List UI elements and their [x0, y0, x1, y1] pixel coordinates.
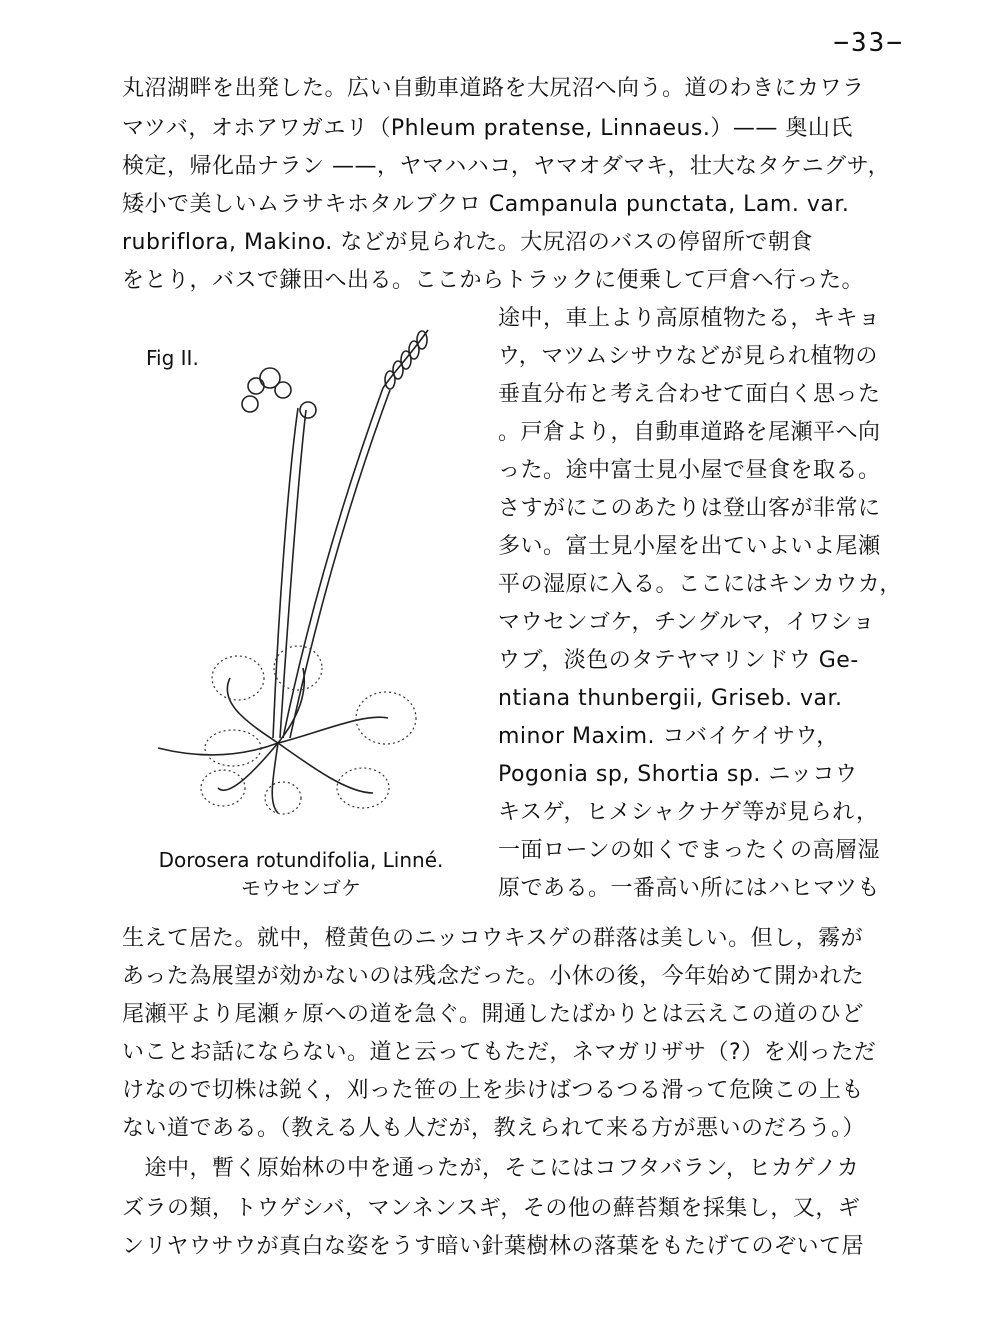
text-line: ntiana thunbergii, Griseb. var.: [498, 686, 843, 711]
text-line: 途中，暫く原始林の中を通ったが，そこにはコフタバラン，ヒカゲノカ: [122, 1156, 860, 1181]
text-line: ンリヤウサウが真白な姿をうす暗い針葉樹林の落葉をもたげてのぞいて居: [122, 1234, 865, 1259]
text-line: 丸沼湖畔を出発した。広い自動車道路を大尻沼へ向う。道のわきにカワラ: [122, 76, 865, 101]
text-line: った。途中富士見小屋で昼食を取る。: [498, 458, 881, 483]
text-line: 検定，帰化品ナラン ——，ヤマハハコ，ヤマオダマキ，壮大なタケニグサ，: [122, 154, 891, 179]
text-line: 多い。富士見小屋を出ていよいよ尾瀬: [498, 534, 881, 559]
text-line: さすがにこのあたりは登山客が非常に: [498, 496, 881, 521]
text-line: 平の湿原に入る。ここにはキンカウカ，: [498, 572, 902, 597]
caption-latin: Dorosera rotundifolia, Linné.: [158, 848, 444, 872]
text-line: マツバ，オホアワガエリ（Phleum pratense, Linnaeus.）—— 奥山氏: [122, 116, 853, 141]
figure-label: Fig II.: [146, 346, 199, 370]
text-line: rubriflora, Makino. などが見られた。大尻沼のバスの停留所で朝食: [122, 230, 813, 255]
text-line: 一面ローンの如くでまったくの高層湿: [498, 838, 881, 863]
text-line: 垂直分布と考え合わせて面白く思った: [498, 382, 881, 407]
text-line: ウブ，淡色のタテヤマリンドウ Ge-: [498, 648, 859, 673]
text-line: あった為展望が効かないのは残念だった。小休の後，今年始めて開かれた: [122, 964, 865, 989]
text-line: ない道である。（教える人も人だが，教えられて来る方が悪いのだろう。）: [122, 1116, 866, 1141]
text-line: 尾瀬平より尾瀬ヶ原への道を急ぐ。開通したばかりとは云えこの道のひど: [122, 1002, 865, 1027]
figure-caption: [126, 846, 476, 902]
text-line: 矮小で美しいムラサキホタルブクロ Campanula punctata, Lam. var.: [122, 192, 850, 217]
text-line: 。戸倉より，自動車道路を尾瀬平へ向: [498, 420, 881, 445]
caption-japanese: モウセンゴケ: [241, 876, 361, 900]
text-line: minor Maxim. コバイケイサウ，: [498, 724, 839, 749]
text-line: 原である。一番高い所にはハヒマツも: [498, 876, 880, 901]
text-line: キスゲ，ヒメシャクナゲ等が見られ，: [498, 800, 879, 825]
text-line: いことお話にならない。道と云ってもただ，ネマガリザサ（?）を刈っただ: [122, 1040, 877, 1065]
text-line: 生えて居た。就中，橙黄色のニッコウキスゲの群落は美しい。但し，霧が: [122, 926, 864, 951]
plant-illustration: [138, 318, 458, 838]
text-line: マウセンゴケ，チングルマ，イワショ: [498, 610, 876, 635]
text-line: ズラの類，トウゲシバ，マンネンスギ，その他の蘚苔類を採集し，又，ギ: [122, 1196, 861, 1221]
text-line: 途中，車上より高原植物たる，キキョ: [498, 306, 881, 331]
text-line: をとり，バスで鎌田へ出る。ここからトラックに便乗して戸倉へ行った。: [122, 268, 865, 293]
text-line: けなので切株は鋭く，刈った笹の上を歩けばつるつる滑って危険この上も: [122, 1078, 864, 1103]
page-number: −33−: [833, 28, 904, 58]
text-line: ウ，マツムシサウなどが見られ植物の: [498, 344, 878, 369]
text-line: Pogonia sp, Shortia sp. ニッコウ: [498, 762, 858, 787]
sundew-drawing-icon: [138, 318, 458, 838]
